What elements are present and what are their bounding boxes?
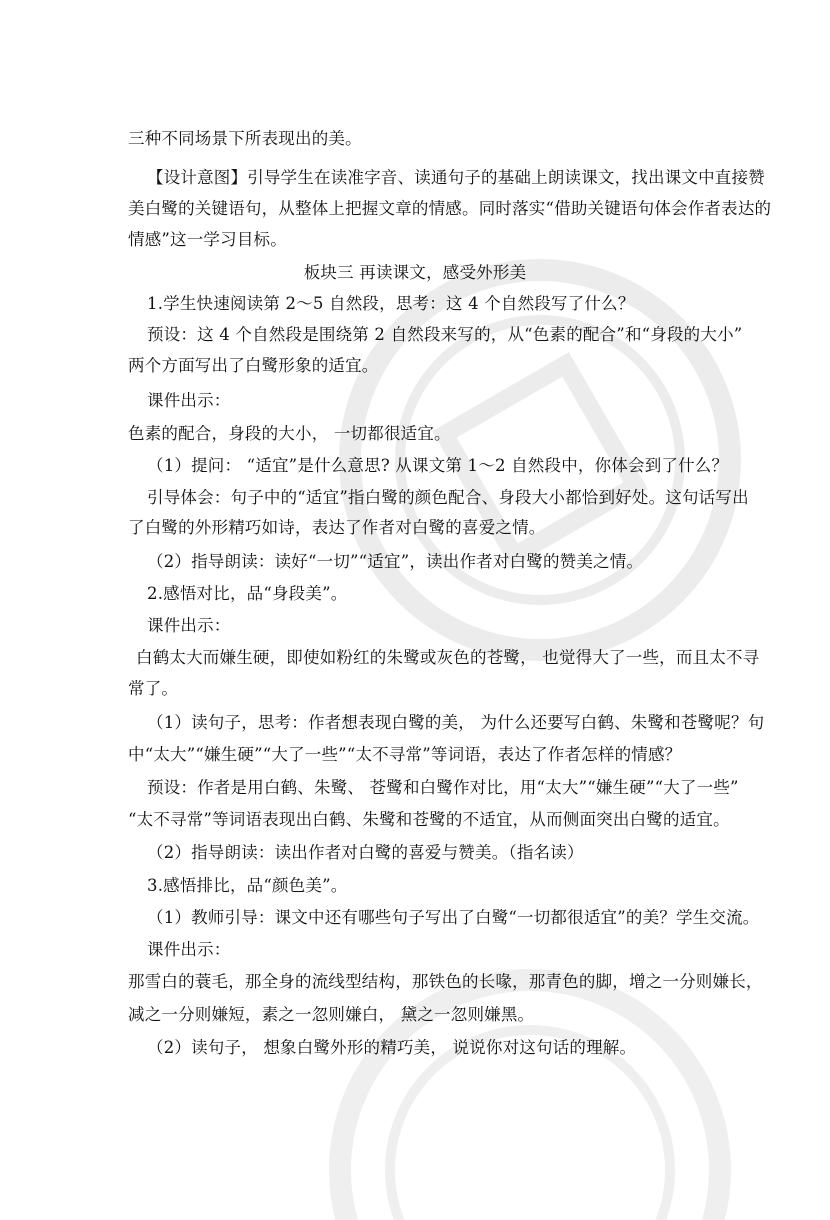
question-2: 2.感悟对比，品“身段美”。 xyxy=(147,584,348,603)
sub-question-2-line-2: 中“太大”“嫌生硬”“大了一些”“太不寻常”等词语，表达了作者怎样的情感？ xyxy=(128,745,682,764)
sub-question-2-line-1: （1）读句子，思考：作者想表现白鹭的美， 为什么还要写白鹤、朱鹭和苍鹭呢？句 xyxy=(147,713,765,732)
guide-line-2: 了白鹭的外形精巧如诗，表达了作者对白鹭的喜爱之情。 xyxy=(128,518,546,537)
sub-question-1: （1）提问： “适宜”是什么意思? 从课文第 1～2 自然段中，你体会到了什么？ xyxy=(147,456,729,475)
paragraph-line-1: 三种不同场景下所表现出的美。 xyxy=(128,129,362,148)
section-heading: 板块三 再读课文，感受外形美 xyxy=(303,263,527,282)
courseware-quote-3-line-2: 减之一分则嫌短，素之一忽则嫌白， 黛之一忽则嫌黑。 xyxy=(128,1005,535,1024)
design-intent-line-1: 【设计意图】引导学生在读准字音、读通句子的基础上朗读课文，找出课文中直接赞 xyxy=(147,168,765,187)
preset-line-2: 两个方面写出了白鹭形象的适宜。 xyxy=(128,356,379,375)
question-3: 3.感悟排比，品“颜色美”。 xyxy=(147,876,348,895)
courseware-label-3: 课件出示： xyxy=(147,940,231,959)
preset-2-line-1: 预设：作者是用白鹤、朱鹭、 苍鹭和白鹭作对比，用“太大”“嫌生硬”“大了一些” xyxy=(147,778,739,797)
courseware-quote-1: 色素的配合，身段的大小， 一切都很适宜。 xyxy=(128,424,451,443)
courseware-quote-2-line-2: 常了。 xyxy=(128,679,179,698)
courseware-quote-3-line-1: 那雪白的蓑毛，那全身的流线型结构，那铁色的长喙，那青色的脚，增之一分则嫌长， xyxy=(128,972,763,991)
guide-line-1: 引导体会：句子中的“适宜”指白鹭的颜色配合、身段大小都恰到好处。这句话写出 xyxy=(147,488,749,507)
reading-guide-2: （2）指导朗读：读出作者对白鹭的喜爱与赞美。（指名读） xyxy=(147,843,584,862)
teacher-guide: （1）教师引导：课文中还有哪些句子写出了白鹭“一切都很适宜”的美？学生交流。 xyxy=(147,908,760,927)
design-intent-line-2: 美白鹭的关键语句，从整体上把握文章的情感。同时落实“借助关键语句体会作者表达的 xyxy=(128,199,772,218)
question-1: 1.学生快速阅读第 2～5 自然段，思考：这 4 个自然段写了什么？ xyxy=(147,294,635,313)
preset-line-1: 预设：这 4 个自然段是围绕第 2 自然段来写的，从“色素的配合”和“身段的大小” xyxy=(147,325,743,344)
design-intent-line-3: 情感”这一学习目标。 xyxy=(128,230,287,249)
courseware-quote-2-line-1: 白鹤太大而嫌生硬，即使如粉红的朱鹭或灰色的苍鹭， 也觉得大了一些，而且太不寻 xyxy=(136,648,760,667)
preset-2-line-2: “太不寻常”等词语表现出白鹤、朱鹭和苍鹭的不适宜，从而侧面突出白鹭的适宜。 xyxy=(128,810,730,829)
sub-question-3: （2）读句子， 想象白鹭外形的精巧美， 说说你对这句话的理解。 xyxy=(147,1038,637,1057)
courseware-label-2: 课件出示： xyxy=(147,616,231,635)
courseware-label-1: 课件出示： xyxy=(147,391,231,410)
reading-guide-1: （2）指导朗读：读好“一切”“适宜”，读出作者对白鹭的赞美之情。 xyxy=(147,552,644,571)
